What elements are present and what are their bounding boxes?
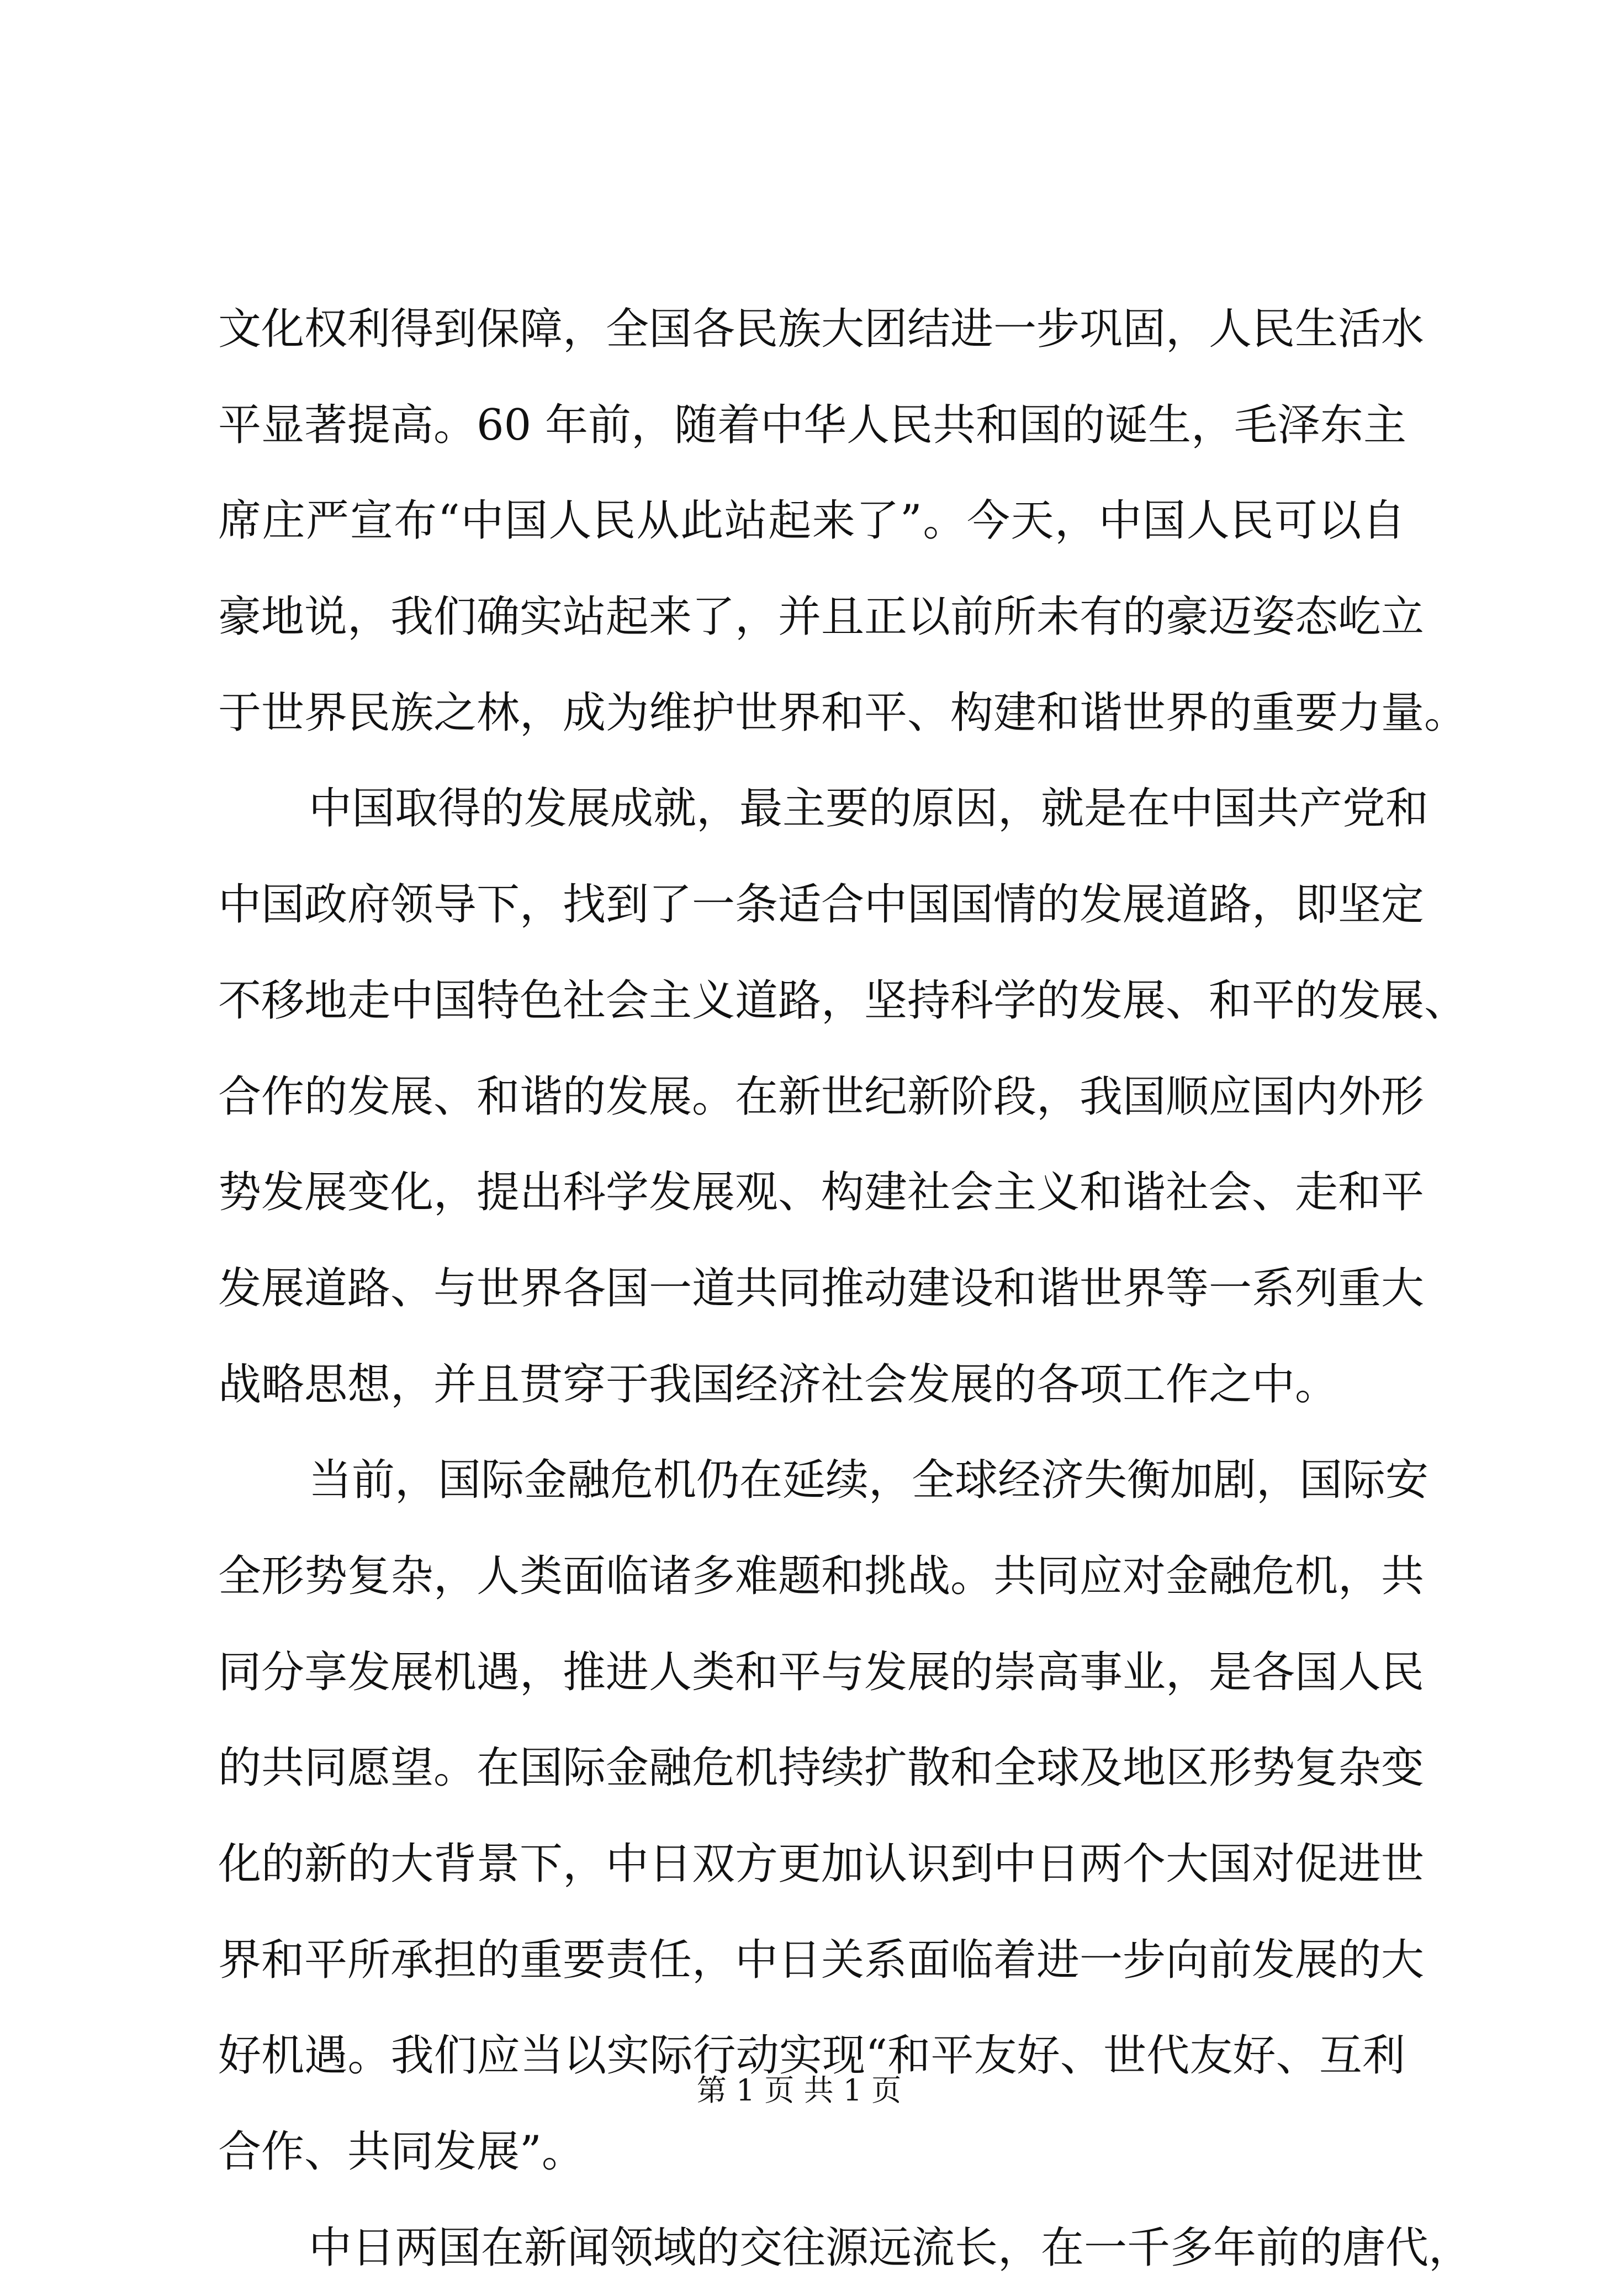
text-line: 豪地说，我们确实站起来了，并且正以前所未有的豪迈姿态屹立 [218,592,1425,642]
text-line: 席庄严宣布“中国人民从此站起来了”。今天，中国人民可以自 [218,496,1405,546]
text-line: 中国政府领导下，找到了一条适合中国国情的发展道路，即坚定 [218,880,1425,930]
text-line: 发展道路、与世界各国一道共同推动建设和谐世界等一系列重大 [218,1263,1425,1313]
text-line: 同分享发展机遇，推进人类和平与发展的崇高事业，是各国人民 [218,1647,1425,1697]
text-line: 于世界民族之林，成为维护世界和平、构建和谐世界的重要力量。 [218,688,1468,738]
text-line: 合作的发展、和谐的发展。在新世纪新阶段，我国顺应国内外形 [218,1072,1425,1122]
text-line: 当前，国际金融危机仍在延续，全球经济失衡加剧，国际安 [309,1455,1429,1506]
text-line: 化的新的大背景下，中日双方更加认识到中日两个大国对促进世 [218,1839,1425,1889]
text-line: 合作、共同发展”。 [218,2127,585,2177]
text-line: 不移地走中国特色社会主义道路，坚持科学的发展、和平的发展、 [218,975,1468,1026]
body-text [218,282,1472,2296]
text-line: 中国取得的发展成就，最主要的原因，就是在中国共产党和 [309,784,1429,834]
text-line: 全形势复杂，人类面临诸多难题和挑战。共同应对金融危机，共 [218,1551,1425,1601]
text-line: 文化权利得到保障，全国各民族大团结进一步巩固，人民生活水 [218,304,1425,354]
text-line: 界和平所承担的重要责任，中日关系面临着进一步向前发展的大 [218,1935,1425,1985]
text-line: 好机遇。我们应当以实际行动实现“和平友好、世代友好、互利 [218,2031,1405,2081]
text-line: 中日两国在新闻领域的交往源远流长，在一千多年前的唐代， [309,2223,1472,2273]
text-line: 战略思想，并且贯穿于我国经济社会发展的各项工作之中。 [218,1359,1338,1410]
page-footer: 第 1 页 共 1 页 [696,2073,902,2108]
text-line: 势发展变化，提出科学发展观、构建社会主义和谐社会、走和平 [218,1168,1425,1218]
text-line: 的共同愿望。在国际金融危机持续扩散和全球及地区形势复杂变 [218,1743,1425,1793]
text-line: 平显著提高。60 年前，随着中华人民共和国的诞生，毛泽东主 [218,400,1407,450]
